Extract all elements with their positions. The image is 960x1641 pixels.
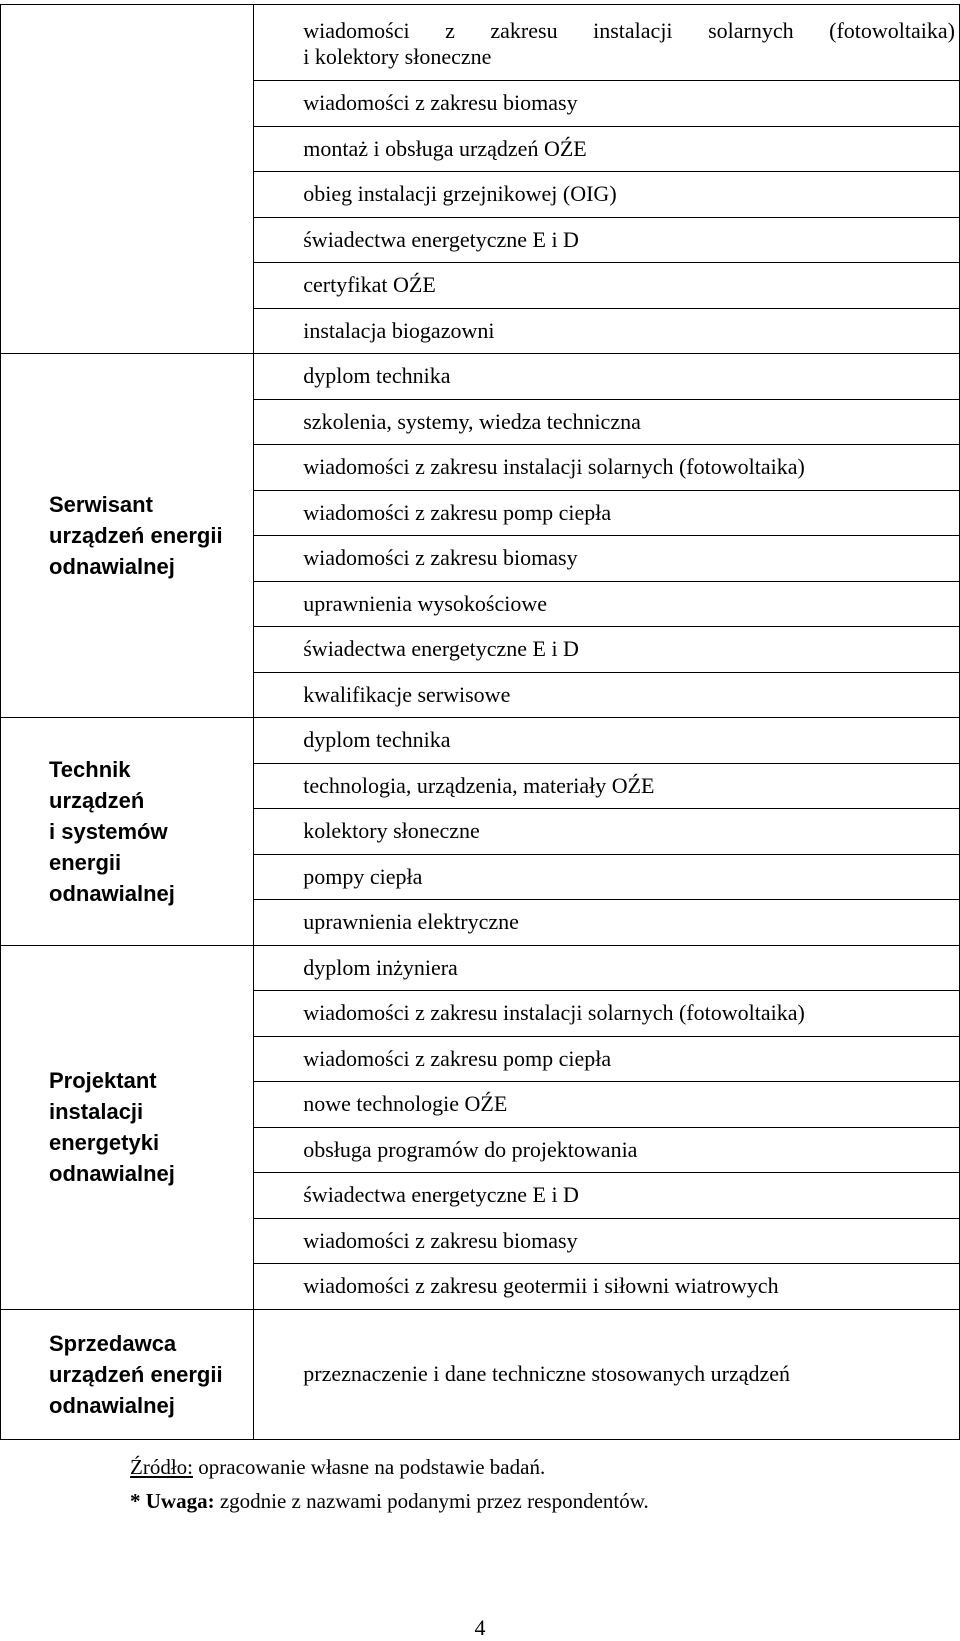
skill-cell: uprawnienia elektryczne — [254, 900, 960, 946]
skill-cell: certyfikat OŹE — [254, 263, 960, 309]
skill-cell: dyplom technika — [254, 354, 960, 400]
role-name-line: urządzeń energii — [49, 1361, 223, 1387]
remark-label: * Uwaga: — [130, 1489, 215, 1513]
skill-cell: wiadomości z zakresu biomasy — [254, 536, 960, 582]
role-cell-sprzedawca — [1, 1309, 254, 1439]
table-row — [1, 945, 960, 991]
role-cell-continued — [1, 5, 254, 354]
table-notes — [130, 1450, 649, 1518]
role-cell-serwisant — [1, 354, 254, 718]
skill-cell: świadectwa energetyczne E i D — [254, 627, 960, 673]
skill-cell: wiadomości z zakresu pomp ciepła — [254, 490, 960, 536]
skill-cell: wiadomości z zakresu geotermii i siłowni wiatrowych — [254, 1264, 960, 1310]
skill-cell: nowe technologie OŹE — [254, 1082, 960, 1128]
role-name-line: odnawialnej — [49, 1392, 175, 1418]
skill-cell: kolektory słoneczne — [254, 809, 960, 855]
role-name-line: urządzeń — [49, 787, 145, 813]
role-cell-projektant — [1, 945, 254, 1309]
table-row — [1, 718, 960, 764]
source-text: opracowanie własne na podstawie badań. — [193, 1455, 546, 1479]
source-note — [130, 1450, 649, 1484]
table-row — [1, 354, 960, 400]
role-name-line: instalacji — [49, 1099, 144, 1124]
role-name-line: Serwisant — [49, 492, 153, 517]
skill-cell: wiadomości z zakresu instalacji solarnych (fotowoltaika) — [254, 991, 960, 1037]
skill-cell: dyplom inżyniera — [254, 945, 960, 991]
skill-cell: dyplom technika — [254, 718, 960, 764]
skill-cell: technologia, urządzenia, materiały OŹE — [254, 763, 960, 809]
role-name-line: Technik — [49, 756, 131, 782]
role-name-line: odnawialnej — [49, 554, 175, 579]
remark-note — [130, 1484, 649, 1518]
role-name-line: Sprzedawca — [49, 1330, 177, 1356]
role-name-line: Projektant — [49, 1068, 157, 1093]
skill-cell: kwalifikacje serwisowe — [254, 672, 960, 718]
skill-cell: świadectwa energetyczne E i D — [254, 217, 960, 263]
skill-cell: wiadomości z zakresu biomasy — [254, 81, 960, 127]
role-cell-technik — [1, 718, 254, 946]
skill-cell: uprawnienia wysokościowe — [254, 581, 960, 627]
source-label: Źródło: — [130, 1455, 193, 1479]
role-name-line: urządzeń energii — [49, 523, 223, 548]
skill-cell: instalacja biogazowni — [254, 308, 960, 354]
skill-cell: świadectwa energetyczne E i D — [254, 1173, 960, 1219]
skill-cell: wiadomości z zakresu pomp ciepła — [254, 1036, 960, 1082]
role-name-line: odnawialnej — [49, 880, 175, 906]
competency-table — [0, 4, 960, 1440]
remark-text: zgodnie z nazwami podanymi przez respondentów. — [214, 1489, 649, 1513]
skill-cell: obieg instalacji grzejnikowej (OIG) — [254, 172, 960, 218]
role-name-line: i systemów — [49, 818, 168, 844]
role-name-line: odnawialnej — [49, 1161, 175, 1186]
skill-cell: przeznaczenie i dane techniczne stosowanych urządzeń — [254, 1309, 960, 1439]
skill-cell: szkolenia, systemy, wiedza techniczna — [254, 399, 960, 445]
skill-cell: obsługa programów do projektowania — [254, 1127, 960, 1173]
role-name-line: energii — [49, 849, 122, 875]
skill-line: wiadomości z zakresu instalacji solarnych (fotowoltaika) — [303, 18, 955, 43]
page-number: 4 — [474, 1615, 486, 1640]
skill-cell: wiadomości z zakresu instalacji solarnych (fotowoltaika) — [254, 445, 960, 491]
skill-line: i kolektory słoneczne — [303, 44, 492, 69]
role-name-line: energetyki — [49, 1130, 160, 1155]
skill-cell: pompy ciepła — [254, 854, 960, 900]
table-row — [1, 5, 960, 81]
table-row — [1, 1309, 960, 1439]
skill-cell: wiadomości z zakresu biomasy — [254, 1218, 960, 1264]
skill-cell — [254, 5, 960, 81]
skill-cell: montaż i obsługa urządzeń OŹE — [254, 126, 960, 172]
